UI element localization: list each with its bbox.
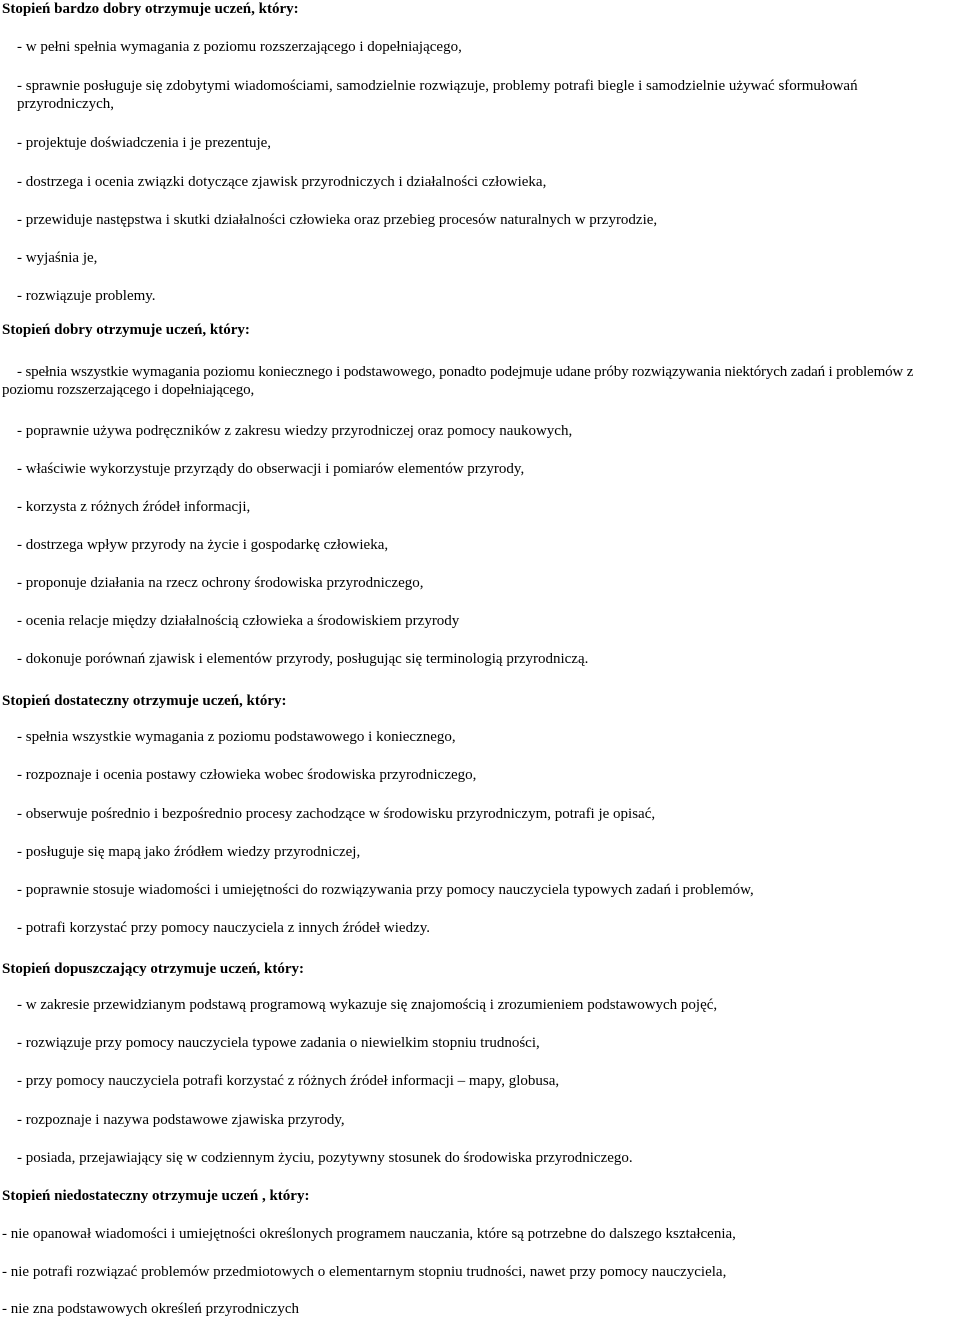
list-item: - właściwie wykorzystuje przyrządy do obserwacji i pomiarów elementów przyrody, (17, 461, 525, 477)
list-item: - projektuje doświadczenia i je prezentuje, (17, 135, 272, 151)
list-item: - potrafi korzystać przy pomocy nauczyciela z innych źródeł wiedzy. (17, 920, 431, 936)
list-item: - rozwiązuje problemy. (17, 288, 156, 304)
section-heading-satisfactory: Stopień dostateczny otrzymuje uczeń, który: (2, 693, 287, 709)
section-heading-good: Stopień dobry otrzymuje uczeń, który: (2, 322, 250, 338)
list-item: - sprawnie posługuje się zdobytymi wiadomościami, samodzielnie rozwiązuje, problemy potrafi biegle i samodzielnie używać sformułowań przyrodniczych, (17, 78, 858, 112)
list-item: - dostrzega wpływ przyrody na życie i gospodarkę człowieka, (17, 537, 389, 553)
list-item: - nie opanował wiadomości i umiejętności określonych programem nauczania, które są potrzebne do dalszego kształcenia, (2, 1226, 736, 1242)
list-item: - posiada, przejawiający się w codziennym życiu, pozytywny stosunek do środowiska przyrodniczego. (17, 1150, 633, 1166)
list-item: - spełnia wszystkie wymagania z poziomu podstawowego i koniecznego, (17, 729, 456, 745)
list-item: - posługuje się mapą jako źródłem wiedzy przyrodniczej, (17, 844, 361, 860)
list-item: - w zakresie przewidzianym podstawą programową wykazuje się znajomością i zrozumieniem podstawowych pojęć, (17, 997, 718, 1013)
section-heading-insufficient: Stopień niedostateczny otrzymuje uczeń , który: (2, 1188, 310, 1204)
list-item: - przy pomocy nauczyciela potrafi korzystać z różnych źródeł informacji – mapy, globusa, (17, 1073, 560, 1089)
section-heading-sufficient: Stopień dopuszczający otrzymuje uczeń, który: (2, 961, 305, 977)
list-item: - dokonuje porównań zjawisk i elementów przyrody, posługując się terminologią przyrodniczą. (17, 651, 589, 667)
list-item: - rozpoznaje i nazywa podstawowe zjawiska przyrody, (17, 1112, 345, 1128)
list-item: - nie zna podstawowych określeń przyrodniczych (2, 1301, 299, 1317)
list-item: - nie potrafi rozwiązać problemów przedmiotowych o elementarnym stopniu trudności, nawet przy pomocy nauczyciela, (2, 1264, 727, 1280)
list-item: - rozwiązuje przy pomocy nauczyciela typowe zadania o niewielkim stopniu trudności, (17, 1035, 540, 1051)
list-item: - poprawnie używa podręczników z zakresu wiedzy przyrodniczej oraz pomocy naukowych, (17, 423, 573, 439)
list-item: - przewiduje następstwa i skutki działalności człowieka oraz przebieg procesów naturalnych w przyrodzie, (17, 212, 658, 228)
list-item: - wyjaśnia je, (17, 250, 98, 266)
list-item: - w pełni spełnia wymagania z poziomu rozszerzającego i dopełniającego, (17, 39, 462, 55)
list-item: - rozpoznaje i ocenia postawy człowieka wobec środowiska przyrodniczego, (17, 767, 477, 783)
list-item: - korzysta z różnych źródeł informacji, (17, 499, 251, 515)
list-item: - obserwuje pośrednio i bezpośrednio procesy zachodzące w środowisku przyrodniczym, potrafi je opisać, (17, 806, 656, 822)
list-item: - dostrzega i ocenia związki dotyczące zjawisk przyrodniczych i działalności człowieka, (17, 174, 547, 190)
list-item: - spełnia wszystkie wymagania poziomu koniecznego i podstawowego, ponadto podejmuje udane próby rozwiązywania niektórych zadań i problemów z poziomu rozszerzającego i dopełniającego, (2, 364, 914, 398)
list-item: - poprawnie stosuje wiadomości i umiejętności do rozwiązywania przy pomocy nauczyciela typowych zadań i problemów, (17, 882, 754, 898)
section-heading-very-good: Stopień bardzo dobry otrzymuje uczeń, który: (2, 1, 299, 17)
list-item: - ocenia relacje między działalnością człowieka a środowiskiem przyrody (17, 613, 460, 629)
list-item: - proponuje działania na rzecz ochrony środowiska przyrodniczego, (17, 575, 424, 591)
